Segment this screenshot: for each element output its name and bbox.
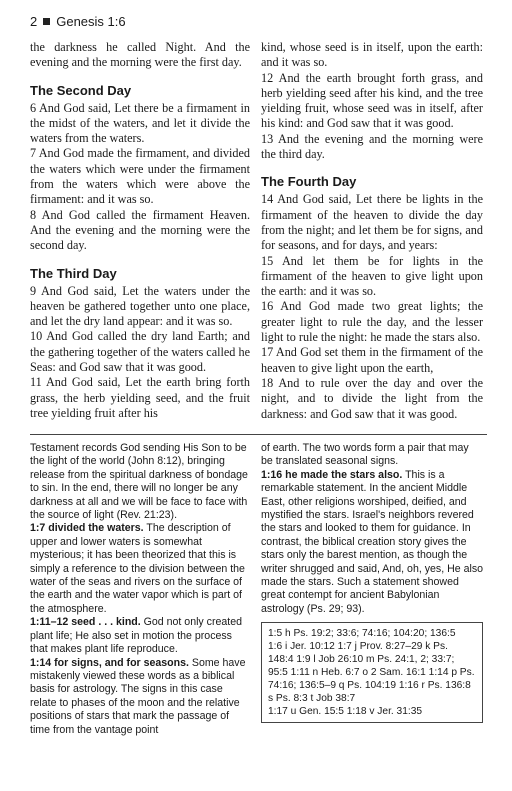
verse-10: 10 And God called the dry land Earth; and the gathering together of the waters called he Seas: and God saw that it was good. (30, 329, 250, 375)
study-notes-left (30, 442, 250, 737)
study-note (30, 522, 250, 616)
verse-15: 15 And let them be for lights in the firmament of the heaven to give light upon the earth: and it was so. (261, 253, 483, 299)
verse-13: 13 And the evening and the morning were the third day. (261, 131, 483, 162)
page-number: 2 (30, 14, 38, 29)
study-note (30, 657, 250, 737)
section-heading: The Third Day (30, 265, 117, 281)
verse-9: 9 And God said, Let the waters under the heaven be gathered together unto one place, and let the dry land appear: and it was so. (30, 283, 250, 329)
section-heading: The Second Day (30, 82, 132, 98)
square-bullet-icon (43, 18, 50, 25)
cross-reference: 1:17 u Gen. 15:5 1:18 v Jer. 31:35 (268, 706, 423, 718)
verse-7: 7 And God made the firmament, and divided the waters which were under the firmament from the waters which were above the firmament: and it was so. (30, 146, 250, 207)
cross-reference: 1:5 h Ps. 19:2; 33:6; 74:16; 104:20; 136:5 (268, 628, 456, 640)
verse-text: kind, whose seed is in itself, upon the earth: and it was so. (261, 40, 483, 70)
divider (30, 434, 487, 435)
verse-11: 11 And God said, Let the earth bring forth grass, the herb yielding seed, and the fruit tree yielding fruit after his (30, 375, 250, 420)
cross-reference: 1:6 i Jer. 10:12 1:7 j Prov. 8:27–29 k Ps. 148:4 1:9 l Job 26:10 m Ps. 24:1, 2; 33:7; 95:5 1:11 n Heb. 6:7 o 2 Sam. 16:1 1:14 p Ps. 74:16; 136:5–9 q Ps. 104:19 1:16 r Ps. 136:8 s Ps. 8:3 t Job 38:7 (268, 641, 475, 705)
section-heading: The Fourth Day (261, 174, 357, 190)
verse-6: 6 And God said, Let there be a firmament in the midst of the waters, and let it divide the waters from the waters. (30, 100, 250, 146)
scripture-column-left (30, 40, 250, 421)
note-reference: 1:14 for signs, and for seasons. (30, 656, 189, 669)
verse-12: 12 And the earth brought forth grass, and herb yielding seed after his kind, and the tree yielding fruit, whose seed was in itself, after his kind: and God saw that it was good. (261, 70, 483, 131)
verse-17: 17 And God set them in the firmament of the heaven to give light upon the earth, (261, 345, 483, 375)
note-body: God not only created plant life; He also set in motion the process that makes plant life reproduce. (30, 616, 243, 656)
study-note (261, 469, 483, 616)
study-note (30, 616, 250, 656)
running-head: Genesis 1:6 (56, 14, 126, 29)
note-body: This is a remarkable statement. In the ancient Middle East, other religions worshiped, deified, and mystified the stars. Israel's neighbors revered the stars and looked to them for guidance. In contrast, the biblical creation story gives the stars only the barest mention, as though the writer shrugged and said, And, oh, yes, He also made the stars. Such a statement showed great contempt for ancient Babylonian astrology (Ps. 29; 93). (261, 468, 484, 615)
verse-8: 8 And God called the firmament Heaven. And the evening and the morning were the second day. (30, 207, 250, 253)
note-body: The description of upper and lower waters is somewhat mysterious; it has been theorized that this is simply a reference to the division between the water of the seas and rivers on the surface of the earth and the water vapor which is part of the atmosphere. (30, 522, 245, 615)
study-note: of earth. The two words form a pair that may be translated seasonal signs. (261, 442, 469, 468)
study-note: Testament records God sending His Son to be the light of the world (John 8:12), bringing release from the spiritual darkness of bondage to sin. In the end, there will no longer be any darkness at all and we will be face to face with the source of light (Rev. 21:23). (30, 442, 248, 522)
cross-reference-box (261, 622, 483, 723)
running-header (30, 14, 126, 29)
verse-14: 14 And God said, Let there be lights in the firmament of the heaven to divide the day from the night; and let them be for signs, and for seasons, and for days, and years: (261, 192, 483, 253)
note-reference: 1:11–12 seed . . . kind. (30, 616, 141, 629)
note-body: Some have mistakenly viewed these words as a biblical basis for astrology. The signs in this case relate to phases of the moon and the relative positions of stars that mark the passage of time from the vantage point (30, 656, 246, 736)
scripture-column-right (261, 40, 483, 422)
verse-16: 16 And God made two great lights; the greater light to rule the day, and the lesser light to rule the night: he made the stars also. (261, 299, 483, 345)
verse-18: 18 And to rule over the day and over the night, and to divide the light from the darkness: and God saw that it was good. (261, 375, 483, 421)
note-reference: 1:7 divided the waters. (30, 522, 144, 535)
note-reference: 1:16 he made the stars also. (261, 468, 403, 481)
verse-text: the darkness he called Night. And the evening and the morning were the first day. (30, 40, 250, 70)
study-notes-right (261, 442, 483, 723)
